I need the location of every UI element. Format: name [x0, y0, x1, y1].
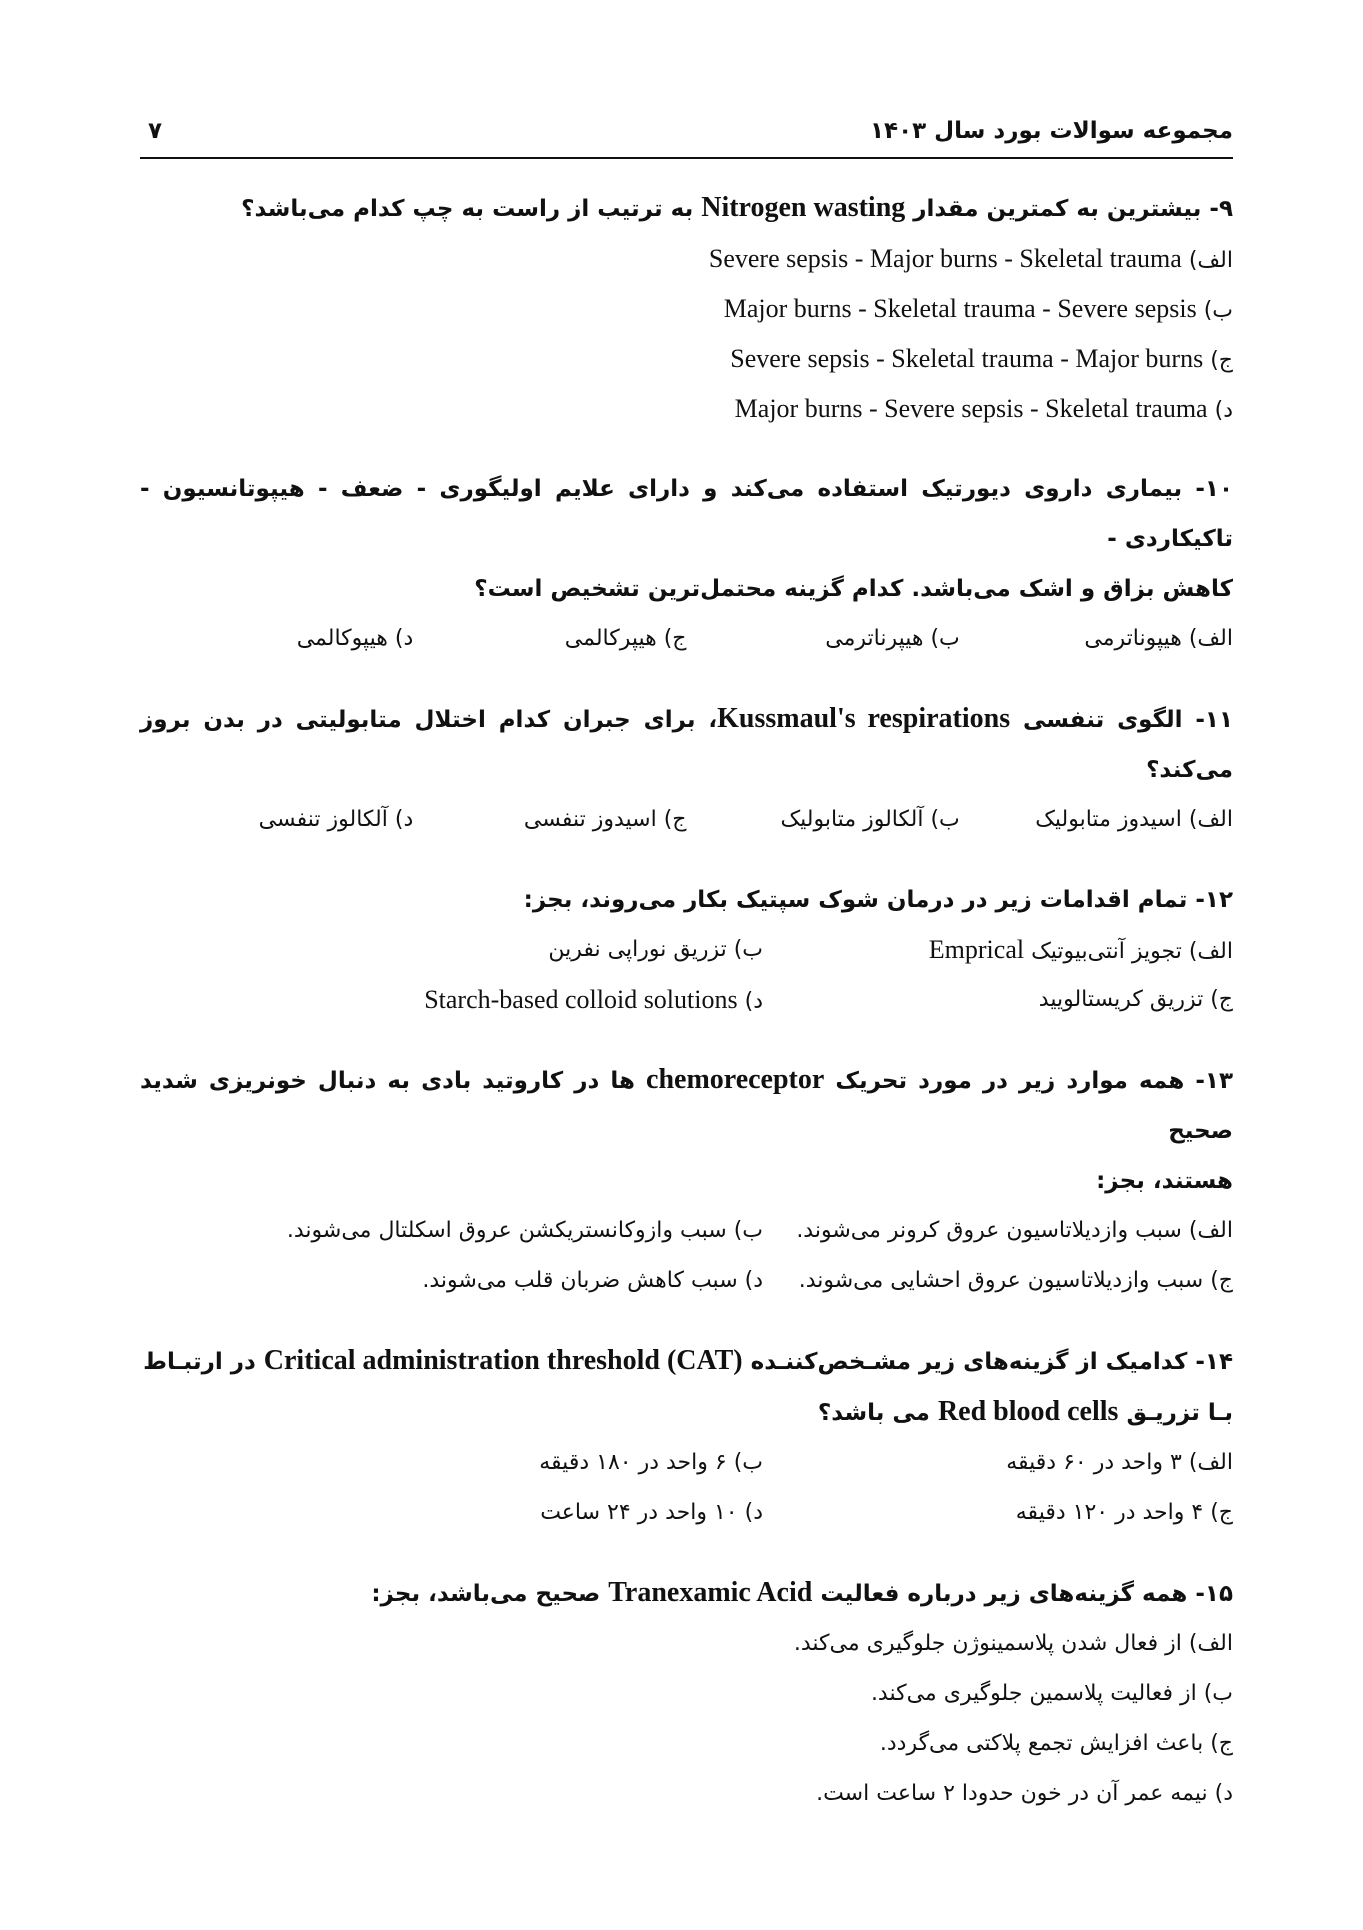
option-a	[763, 925, 1233, 975]
question-15	[140, 1568, 1233, 1819]
options-row	[140, 614, 1233, 664]
page-header	[140, 114, 1233, 158]
options-row-1	[140, 1206, 1233, 1256]
option-b: ب) از فعالیت پلاسمین جلوگیری می‌کند.	[870, 1681, 1233, 1706]
question-9	[140, 183, 1233, 434]
question-text	[140, 694, 1233, 795]
option-d: د) هیپوکالمی	[296, 626, 414, 651]
option-letter: الف)	[1188, 248, 1233, 273]
options-row-1	[140, 1438, 1233, 1488]
option-d: د) ۱۰ واحد در ۲۴ ساعت	[540, 1500, 763, 1525]
option-a	[140, 234, 1233, 284]
option-d: د) سبب کاهش ضربان قلب می‌شوند.	[422, 1268, 763, 1293]
question-line-1	[140, 1336, 1233, 1387]
option-b: ب) سبب وازوکانستریکشن عروق اسکلتال می‌شوند.	[286, 1218, 763, 1243]
option-term: Emprical	[928, 935, 1025, 964]
option-a: الف) از فعال شدن پلاسمینوژن جلوگیری می‌کند.	[793, 1631, 1233, 1656]
options-row-2	[140, 1256, 1233, 1306]
question-prefix: ۱۴- کدامیک از گزینه‌های زیر مشـخص‌کننـده	[750, 1349, 1233, 1375]
document-page	[140, 0, 1233, 1930]
option-d	[163, 975, 763, 1025]
question-term: Red blood cells	[937, 1396, 1119, 1427]
options-list	[140, 234, 1233, 434]
question-suffix: به ترتیب از راست به چپ کدام می‌باشد؟	[241, 196, 694, 222]
page-title: مجموعه سوالات بورد سال ۱۴۰۳	[870, 118, 1233, 144]
question-text	[140, 1568, 1233, 1619]
question-line-1: ۱۰- بیماری داروی دیورتیک استفاده می‌کند و دارای علایم اولیگوری - ضعف - هیپوتانسیون - تاکیکاردی -	[140, 476, 1233, 552]
question-text	[140, 1055, 1233, 1206]
option-letter: د)	[1214, 398, 1233, 423]
page-number: ۷	[148, 118, 163, 144]
question-14	[140, 1336, 1233, 1538]
questions-list	[140, 183, 1233, 1849]
option-d	[140, 384, 1233, 434]
question-term: Tranexamic Acid	[608, 1577, 813, 1608]
question-suffix: ها در کاروتید بادی به دنبال خونریزی شدید صحیح	[140, 1068, 1233, 1144]
question-text	[140, 183, 1233, 234]
options-row-1	[140, 925, 1233, 975]
option-text: Severe sepsis - Major burns - Skeletal trauma	[708, 244, 1182, 273]
options-list	[140, 1619, 1233, 1819]
option-b: ب) تزریق نوراپی نفرین	[548, 937, 763, 962]
option-a: الف) سبب وازدیلاتاسیون عروق کرونر می‌شوند.	[796, 1218, 1233, 1243]
header-divider	[140, 157, 1233, 159]
option-text: Severe sepsis - Skeletal trauma - Major burns	[730, 344, 1204, 373]
question-prefix: ۹- بیشترین به کمترین مقدار	[913, 196, 1233, 222]
question-11	[140, 694, 1233, 845]
option-c	[140, 334, 1233, 384]
question-term: Kussmaul's respirations	[717, 703, 1011, 734]
question-line-2: هستند، بجز:	[1096, 1168, 1233, 1194]
question-term: Critical administration threshold (CAT)	[263, 1345, 743, 1376]
question-line-2: کاهش بزاق و اشک می‌باشد. کدام گزینه محتمل‌ترین تشخیص است؟	[474, 576, 1233, 602]
option-d: د) نیمه عمر آن در خون حدودا ۲ ساعت است.	[816, 1781, 1233, 1806]
option-text: Major burns - Severe sepsis - Skeletal trauma	[734, 394, 1208, 423]
options-row	[140, 795, 1233, 845]
option-text: الف) تجویز آنتی‌بیوتیک	[1031, 939, 1233, 964]
options-row-2	[140, 1488, 1233, 1538]
question-prefix: ۱۵- همه گزینه‌های زیر درباره فعالیت	[820, 1581, 1233, 1607]
question-suffix: ، برای جبران کدام اختلال متابولیتی در بدن بروز می‌کند؟	[140, 707, 1233, 783]
options-row-2	[140, 975, 1233, 1025]
option-b: ب) ۶ واحد در ۱۸۰ دقیقه	[539, 1450, 763, 1475]
question-term: Nitrogen wasting	[701, 192, 906, 223]
question-suffix: می باشد؟	[817, 1400, 930, 1426]
option-letter: ب)	[1203, 298, 1233, 323]
option-b	[140, 284, 1233, 334]
question-prefix: بـا تزریـق	[1126, 1400, 1233, 1426]
option-c: ج) سبب وازدیلاتاسیون عروق احشایی می‌شوند.	[798, 1268, 1233, 1293]
option-b: ب) آلکالوز متابولیک	[780, 807, 960, 832]
option-text: Major burns - Skeletal trauma - Severe sepsis	[723, 294, 1197, 323]
option-a: الف) ۳ واحد در ۶۰ دقیقه	[1006, 1450, 1233, 1475]
option-c: ج) تزریق کریستالویید	[1038, 987, 1233, 1012]
question-10	[140, 464, 1233, 664]
question-text: ۱۲- تمام اقدامات زیر در درمان شوک سپتیک بکار می‌روند، بجز:	[523, 887, 1233, 913]
question-text	[140, 1336, 1233, 1438]
question-suffix: صحیح می‌باشد، بجز:	[371, 1581, 601, 1607]
option-a: الف) هیپوناترمی	[1084, 626, 1233, 651]
option-letter: ج)	[1210, 348, 1233, 373]
question-line-1	[140, 1055, 1233, 1156]
question-suffix: در ارتبـاط	[143, 1349, 256, 1375]
question-text	[140, 464, 1233, 614]
option-text: Starch-based colloid solutions	[424, 985, 738, 1014]
option-c: ج) هیپرکالمی	[564, 626, 687, 651]
option-c: ج) اسیدوز تنفسی	[523, 807, 687, 832]
option-c: ج) باعث افزایش تجمع پلاکتی می‌گردد.	[879, 1731, 1233, 1756]
option-a: الف) اسیدوز متابولیک	[1035, 807, 1233, 832]
question-prefix: ۱۳- همه موارد زیر در مورد تحریک	[835, 1068, 1233, 1094]
question-prefix: ۱۱- الگوی تنفسی	[1022, 707, 1233, 733]
question-12	[140, 875, 1233, 1025]
option-letter: د)	[744, 989, 763, 1014]
question-term: chemoreceptor	[646, 1064, 825, 1095]
option-c: ج) ۴ واحد در ۱۲۰ دقیقه	[1015, 1500, 1233, 1525]
option-d: د) آلکالوز تنفسی	[258, 807, 414, 832]
question-13	[140, 1055, 1233, 1306]
option-b: ب) هیپرناترمی	[825, 626, 960, 651]
question-line-2	[140, 1387, 1233, 1438]
